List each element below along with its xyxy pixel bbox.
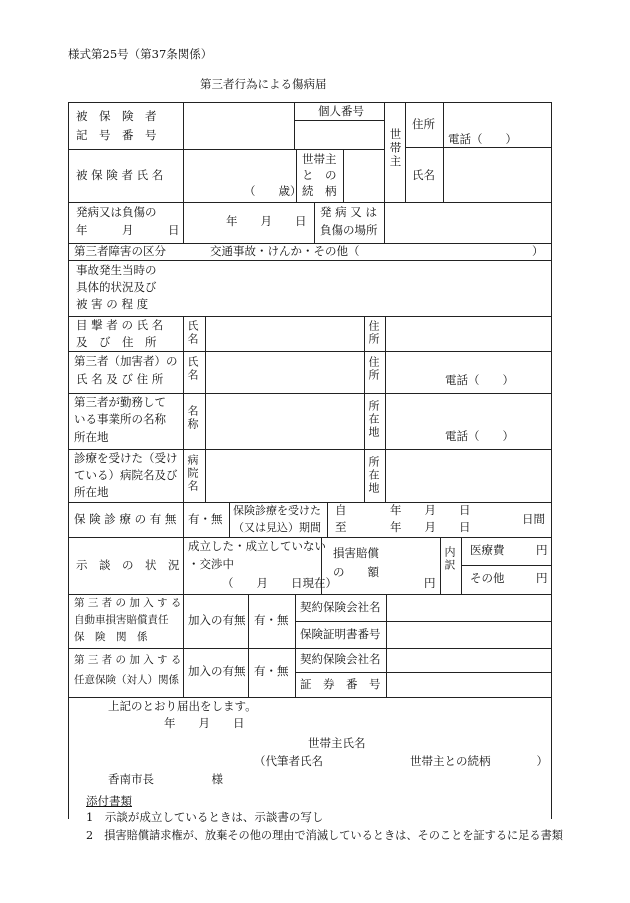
employer-phone-label: 電話（ ） — [445, 429, 514, 443]
hospital-label: 診療を受けた（受け — [74, 451, 178, 465]
period-days-label: 日間 — [522, 512, 545, 526]
declaration-statement: 上記のとおり届出をします。 — [108, 699, 257, 713]
proxy-name-label: （代筆者氏名 — [254, 754, 323, 768]
onset-date-label: 発病又は負傷の — [76, 205, 157, 219]
accident-label-2: 具体的状況及び — [76, 280, 157, 294]
onset-date-label-2: 年 月 日 — [76, 223, 180, 237]
addressee: 香南市長 様 — [108, 772, 223, 786]
perpetrator-address-label: 住所 — [367, 356, 380, 382]
witness-label: 目 撃 者 の 氏 名 — [76, 318, 164, 332]
treatment-period-label-2: （又は見込）期間 — [233, 521, 321, 534]
my-number-label: 個人番号 — [318, 104, 364, 118]
attachment-item-2: 2 損害賠償請求権が、放棄その他の理由で消滅しているときは、そのことを証するに足る書類 — [86, 829, 563, 842]
medical-fee-yen: 円 — [536, 543, 548, 557]
employer-name-label: 名称 — [186, 405, 199, 431]
declaration-date[interactable]: 年 月 日 — [164, 716, 245, 730]
perpetrator-name-label: 氏名 — [186, 356, 199, 382]
period-from-label: 自 — [335, 503, 347, 517]
onset-date-field[interactable]: 年 月 日 — [226, 214, 307, 228]
employer-label-3: 所在地 — [74, 430, 109, 444]
hospital-label-3: 所在地 — [74, 485, 109, 499]
treatment-period-label: 保険診療を受けた — [233, 504, 321, 517]
policy-number-label: 証 券 番 号 — [300, 677, 381, 691]
accident-label-3: 被 害 の 程 度 — [76, 297, 149, 311]
form-title: 第三者行為による傷病届 — [200, 77, 327, 91]
employer-label: 第三者が勤務して — [74, 395, 166, 409]
insurance-treatment-yes-no[interactable]: 有・無 — [188, 512, 223, 526]
insured-number-label: 被 保 険 者 — [76, 109, 157, 123]
hospital-label-2: ている）病院名及び — [74, 468, 178, 482]
certificate-number-label: 保険証明書番号 — [300, 627, 381, 641]
settlement-date: （ 月 日現在） — [222, 576, 337, 590]
form-number: 様式第25号（第37条関係） — [68, 47, 213, 61]
compulsory-company-label: 契約保険会社名 — [300, 600, 381, 614]
proxy-relation-label: 世帯主との続柄 ） — [410, 754, 548, 768]
medical-fee-label: 医療費 — [470, 543, 505, 557]
my-number-field[interactable] — [297, 121, 384, 148]
insured-name-label: 被 保 険 者 氏 名 — [76, 168, 164, 182]
settlement-label: 示 談 の 状 況 — [76, 558, 180, 572]
insured-number-label-2: 記 号 番 号 — [76, 128, 157, 142]
employer-location-label: 所在地 — [367, 400, 380, 439]
head-signature-label: 世帯主氏名 — [308, 736, 366, 750]
voluntary-insurance-label-2: 任意保険（対人）関係 — [74, 674, 179, 686]
period-to-label: 至 — [335, 520, 347, 534]
other-fee-yen: 円 — [536, 571, 548, 585]
perpetrator-label-2: 氏 名 及 び 住 所 — [76, 372, 164, 386]
insurance-treatment-label: 保 険 診 療 の 有 無 — [74, 512, 177, 526]
age-text: （ 歳） — [244, 184, 302, 198]
third-party-type-options[interactable]: 交通事故・けんか・その他（ ） — [210, 244, 544, 258]
compulsory-insurance-label-3: 保 険 関 係 — [74, 631, 148, 643]
hospital-name-label: 病院名 — [186, 454, 199, 493]
voluntary-insurance-label: 第 三 者 の 加 入 す る — [74, 654, 182, 666]
attachment-item-1: 1 示談が成立しているときは、示談書の写し — [86, 810, 324, 824]
compulsory-yes-no[interactable]: 有・無 — [254, 613, 289, 627]
voluntary-company-label: 契約保険会社名 — [300, 652, 381, 666]
settlement-options[interactable]: 成立した・成立していない — [188, 539, 326, 553]
third-party-type-label: 第三者障害の区分 — [74, 244, 166, 258]
relation-label-2: と の — [302, 168, 337, 182]
onset-place-label-2: 負傷の場所 — [320, 223, 378, 237]
voluntary-yes-no[interactable]: 有・無 — [254, 664, 289, 678]
perpetrator-label: 第三者（加害者）の — [74, 354, 178, 368]
witness-label-2: 及 び 住 所 — [76, 335, 157, 349]
voluntary-enrolled-label: 加入の有無 — [188, 664, 246, 678]
onset-place-label: 発 病 又 は — [320, 205, 377, 219]
witness-address-label: 住所 — [367, 320, 380, 346]
damages-label: 損害賠償 — [333, 546, 379, 560]
relation-label-3: 続 柄 — [302, 184, 337, 198]
settlement-options-2[interactable]: ・交渉中 — [188, 557, 234, 571]
witness-name-label: 氏名 — [186, 320, 199, 346]
hospital-location-label: 所在地 — [367, 456, 380, 495]
head-name-label: 氏名 — [412, 168, 435, 182]
address-label: 住所 — [412, 117, 435, 131]
damages-label-2: の 額 — [333, 565, 379, 579]
household-head-label: 世帯主 — [388, 128, 403, 169]
relation-label: 世帯主 — [302, 152, 337, 166]
damages-yen: 円 — [424, 576, 436, 590]
breakdown-label: 内訳 — [443, 546, 456, 572]
accident-label: 事故発生当時の — [76, 263, 157, 277]
employer-label-2: いる事業所の名称 — [74, 412, 166, 426]
attachments-heading: 添付書類 — [86, 794, 132, 808]
period-to-date[interactable]: 年 月 日 — [390, 520, 471, 534]
head-phone-label: 電話（ ） — [448, 132, 517, 146]
compulsory-insurance-label-2: 自動車損害賠償責任 — [74, 614, 169, 626]
other-fee-label: その他 — [470, 571, 505, 585]
perpetrator-phone-label: 電話（ ） — [445, 373, 514, 387]
compulsory-insurance-label: 第 三 者 の 加 入 す る — [74, 597, 182, 609]
compulsory-enrolled-label: 加入の有無 — [188, 613, 246, 627]
period-from-date[interactable]: 年 月 日 — [390, 503, 471, 517]
